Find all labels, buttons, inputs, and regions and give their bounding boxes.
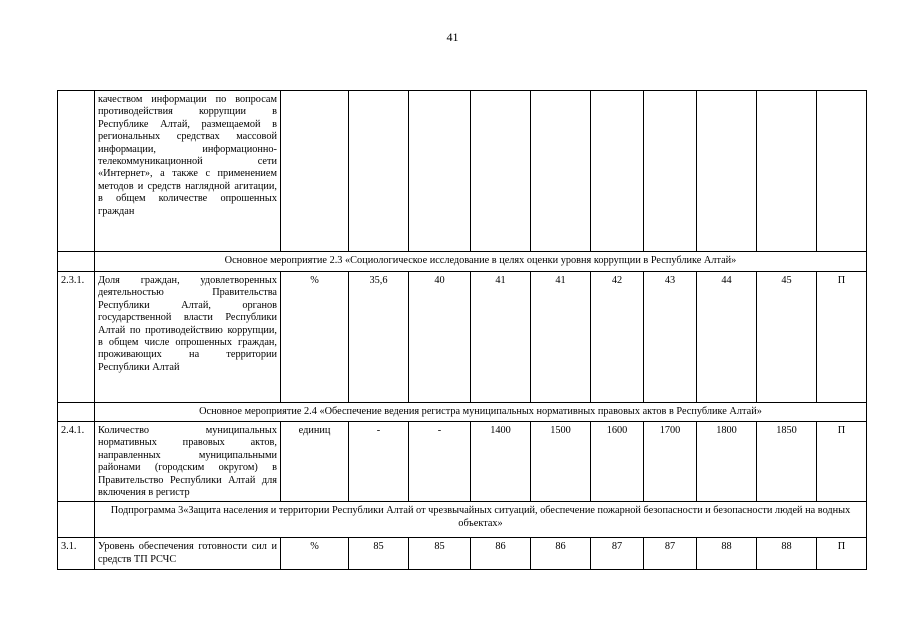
value-cell: 41 [531,272,591,403]
value-cell: 86 [531,538,591,570]
source-cell: П [817,538,867,570]
value-cell: 87 [591,538,644,570]
unit-cell: % [281,538,349,570]
section-heading: Основное мероприятие 2.4 «Обеспечение ведения регистра муниципальных нормативных правовых актов в Республике Алтай» [95,403,867,422]
table-row [58,403,867,422]
indicator-description: Количество муниципальных нормативных правовых актов, направленных муниципальными районами (городским округом) в Правительство Республики Алтай для включения в регистр [95,422,281,502]
source-cell: П [817,422,867,502]
row-number [58,502,95,538]
value-cell: 35,6 [349,272,409,403]
row-number: 2.3.1. [58,272,95,403]
value-cell [531,91,591,252]
value-cell: 1800 [697,422,757,502]
indicator-description: качеством информации по вопросам противодействия коррупции в Республике Алтай, размещаемой в региональных средствах массовой информации, информационно-телекоммуникационной сети «Интернет», а также с применением методов и средств наглядной агитации, в общем количестве опрошенных граждан [95,91,281,252]
value-cell: 1700 [644,422,697,502]
table-row [58,272,867,403]
value-cell: 42 [591,272,644,403]
value-cell [591,91,644,252]
source-cell [817,91,867,252]
value-cell: 85 [409,538,471,570]
value-cell: - [409,422,471,502]
table-row [58,538,867,570]
value-cell [349,91,409,252]
value-cell: 1600 [591,422,644,502]
value-cell [644,91,697,252]
value-cell: 1850 [757,422,817,502]
value-cell [757,91,817,252]
value-cell: 88 [757,538,817,570]
table-row [58,422,867,502]
section-heading: Основное мероприятие 2.3 «Социологическое исследование в целях оценки уровня коррупции в Республике Алтай» [95,252,867,272]
value-cell: 43 [644,272,697,403]
table-row [58,91,867,252]
source-cell: П [817,272,867,403]
value-cell: - [349,422,409,502]
value-cell: 41 [471,272,531,403]
indicator-description: Уровень обеспечения готовности сил и средств ТП РСЧС [95,538,281,570]
indicator-table [57,90,867,570]
value-cell: 40 [409,272,471,403]
value-cell: 44 [697,272,757,403]
value-cell: 1500 [531,422,591,502]
value-cell: 86 [471,538,531,570]
value-cell: 85 [349,538,409,570]
value-cell [697,91,757,252]
unit-cell: единиц [281,422,349,502]
table-row [58,502,867,538]
section-heading: Подпрограмма 3«Защита населения и территории Республики Алтай от чрезвычайных ситуаций, обеспечение пожарной безопасности и безопасности людей на водных объектах» [95,502,867,538]
page-number: 41 [446,30,459,44]
value-cell: 1400 [471,422,531,502]
row-number [58,252,95,272]
value-cell [471,91,531,252]
unit-cell: % [281,272,349,403]
row-number [58,91,95,252]
value-cell: 88 [697,538,757,570]
indicator-description: Доля граждан, удовлетворенных деятельностью Правительства Республики Алтай, органов государственной власти Республики Алтай по противодействию коррупции, в общем числе опрошенных граждан, проживающих на территории Республики Алтай [95,272,281,403]
table-row [58,252,867,272]
value-cell: 87 [644,538,697,570]
row-number: 3.1. [58,538,95,570]
value-cell: 45 [757,272,817,403]
row-number: 2.4.1. [58,422,95,502]
row-number [58,403,95,422]
unit-cell [281,91,349,252]
value-cell [409,91,471,252]
